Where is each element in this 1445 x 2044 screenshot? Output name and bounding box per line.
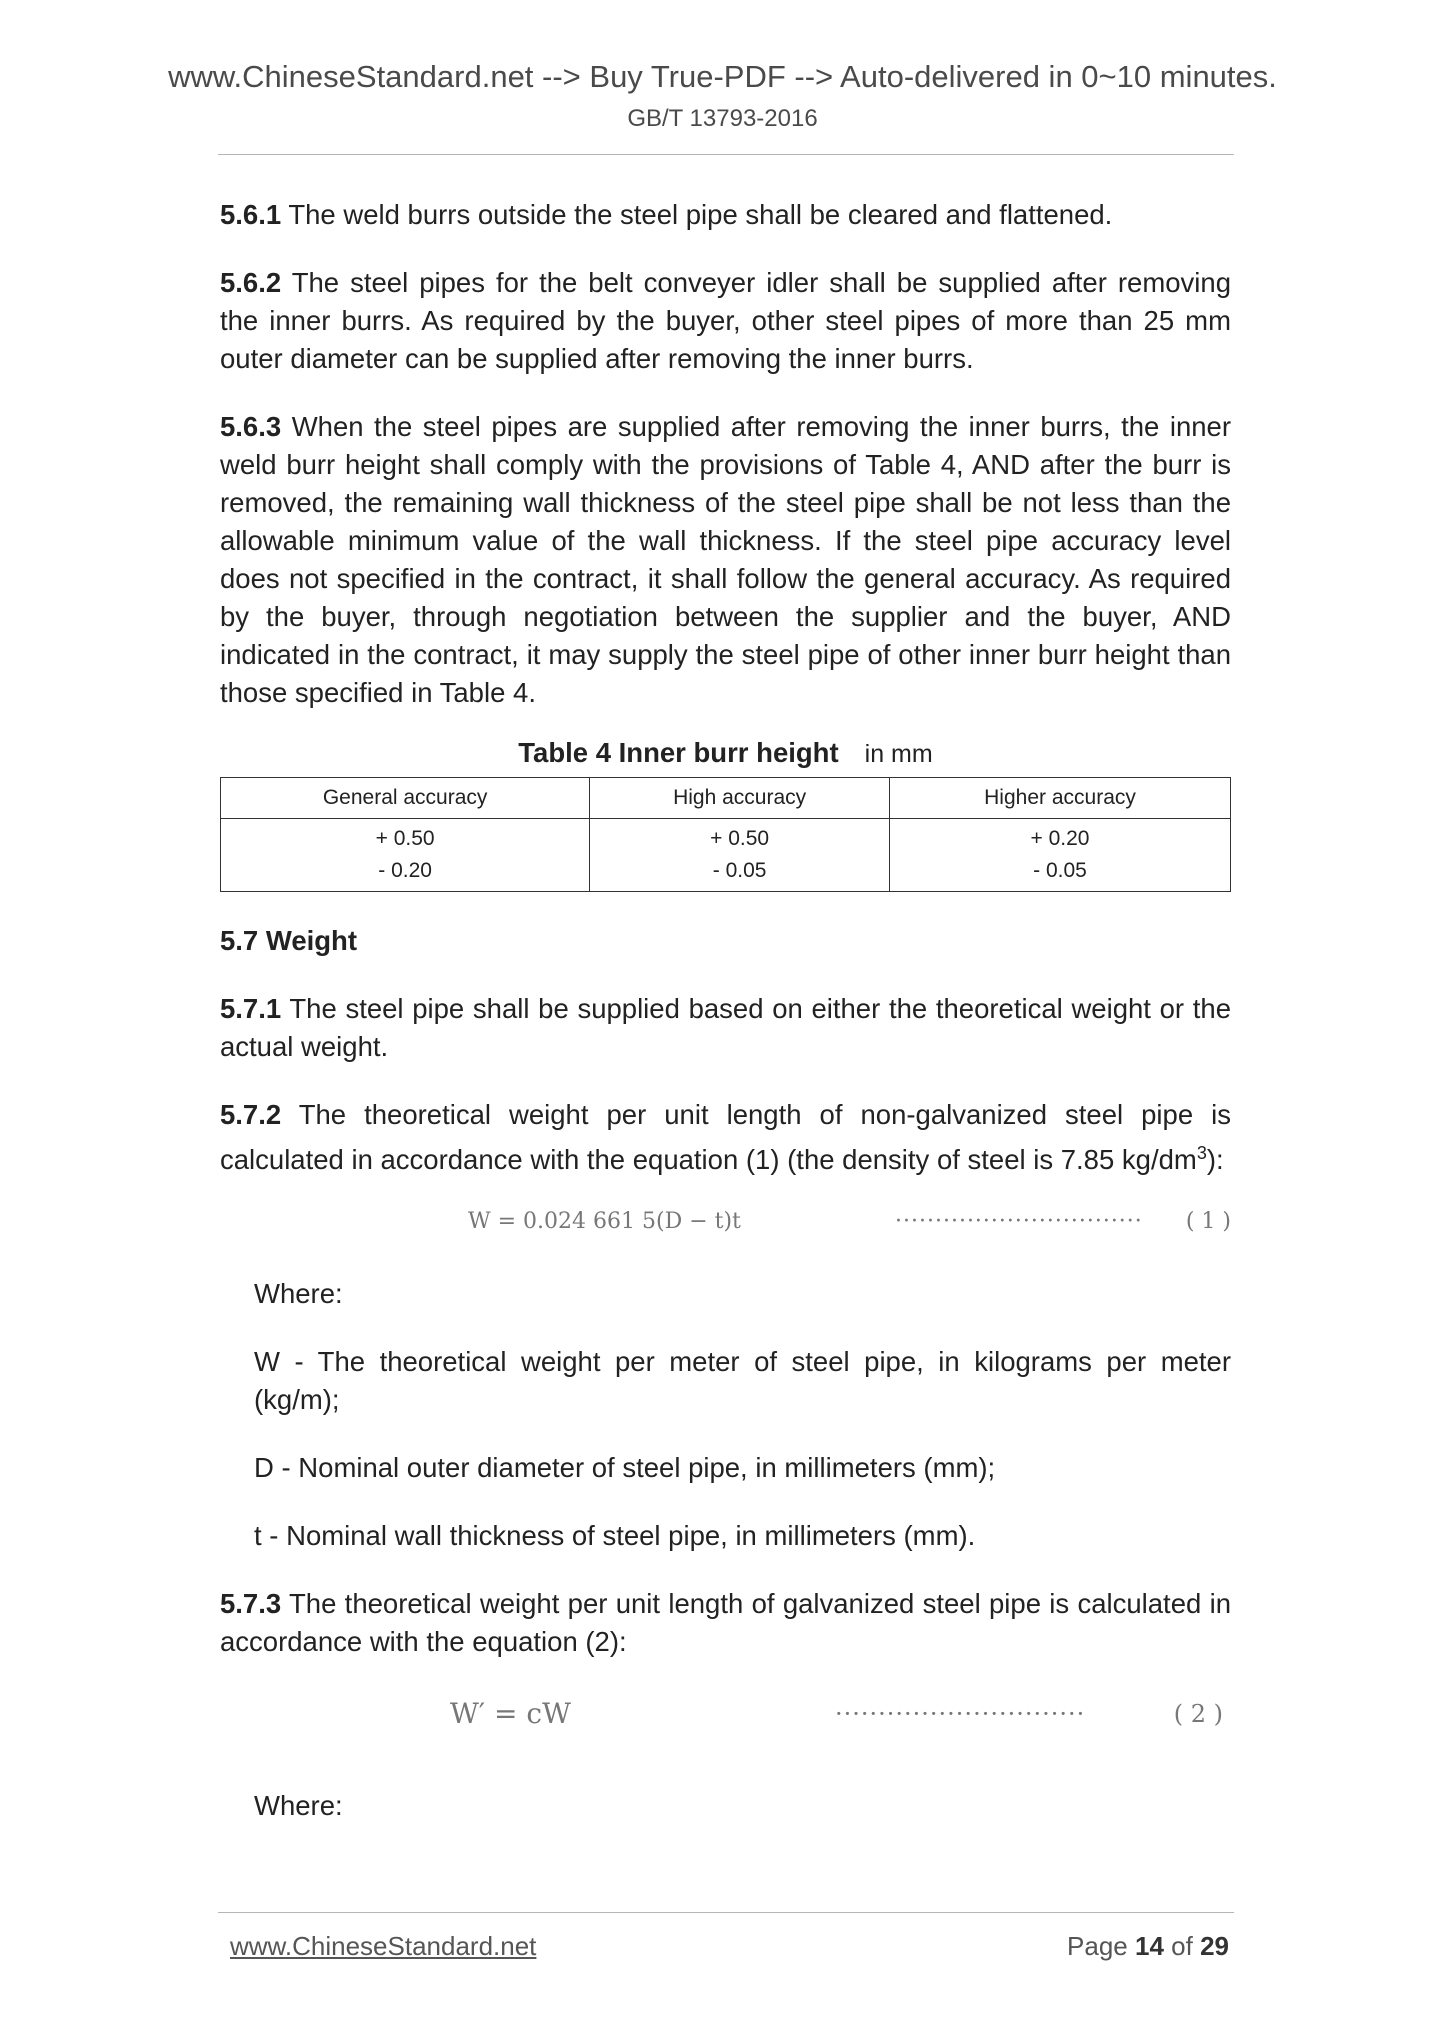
inner-burr-height-table: [220, 777, 1231, 892]
tolerance-plus: + 0.50: [710, 827, 770, 850]
equation-leader-dots: ·······························: [895, 1209, 1143, 1235]
clause-text: The theoretical weight per unit length of galvanized steel pipe is calculated in accordance with the equation (2):: [220, 1588, 1231, 1658]
clause-number: 5.6.3: [220, 411, 282, 442]
standard-number: GB/T 13793-2016: [627, 105, 818, 132]
column-header: High accuracy: [590, 778, 890, 819]
table-unit: in mm: [864, 740, 933, 768]
where-label: Where:: [254, 1278, 343, 1310]
tolerance-plus: + 0.20: [1030, 827, 1090, 850]
table-cell: [590, 819, 890, 892]
clause-number: 5.6.2: [220, 267, 282, 298]
table-4-caption: [220, 734, 1231, 773]
clause-number: 5.6.1: [220, 199, 282, 230]
table-cell: [221, 819, 590, 892]
table-header-row: [221, 778, 1231, 819]
equation-formula: W = 0.024 661 5(D − t)t: [468, 1209, 741, 1235]
clause-5-7-3: [220, 1585, 1231, 1661]
header-divider: [218, 154, 1234, 155]
page-header: [0, 56, 1445, 136]
clause-5-6-2: [220, 264, 1231, 378]
equation-number: ( 2 ): [1173, 1700, 1223, 1729]
clause-number: 5.7.3: [220, 1588, 282, 1620]
current-page: 14: [1135, 1931, 1164, 1961]
equation-1: [220, 1193, 1231, 1257]
tolerance-minus: - 0.20: [378, 859, 432, 882]
table-title: Table 4 Inner burr height: [518, 737, 839, 768]
definition-t: t - Nominal wall thickness of steel pipe, in millimeters (mm).: [254, 1520, 976, 1552]
page-of: of: [1171, 1931, 1193, 1961]
header-banner[interactable]: www.ChineseStandard.net --> Buy True-PDF --> Auto-delivered in 0~10 minutes.: [168, 59, 1277, 94]
footer-divider: [218, 1912, 1234, 1913]
where-label: Where:: [254, 1790, 343, 1822]
tolerance-minus: - 0.05: [1033, 859, 1087, 882]
clause-text: The weld burrs outside the steel pipe shall be cleared and flattened.: [288, 199, 1113, 230]
clause-text: The steel pipes for the belt conveyer idler shall be supplied after removing the inner burrs. As required by the buyer, other steel pipes of more than 25 mm outer diameter can be supplied after removing the inner burrs.: [220, 267, 1231, 374]
clause-number: 5.7.2: [220, 1099, 282, 1130]
clause-5-7-1: [220, 990, 1231, 1066]
section-heading-5-7: 5.7 Weight: [220, 925, 358, 956]
column-header: Higher accuracy: [890, 778, 1231, 819]
table-cell: [890, 819, 1231, 892]
definition-d: D - Nominal outer diameter of steel pipe, in millimeters (mm);: [254, 1452, 996, 1484]
clause-5-6-1: [220, 196, 1231, 234]
clause-5-6-3: [220, 408, 1231, 712]
equation-number: ( 1 ): [1185, 1209, 1231, 1235]
tolerance-plus: + 0.50: [375, 827, 435, 850]
table-row: [221, 819, 1231, 892]
total-pages: 29: [1200, 1931, 1229, 1961]
tolerance-minus: - 0.05: [712, 859, 767, 882]
column-header: General accuracy: [221, 778, 590, 819]
document-body: [220, 196, 1231, 1855]
clause-text: When the steel pipes are supplied after removing the inner burrs, the inner weld burr height shall comply with the provisions of Table 4, AND after the burr is removed, the remaining wall thickness of the steel pipe shall be not less than the allowable minimum value of the wall thickness. If the steel pipe accuracy level does not specified in the contract, it shall follow the general accuracy. As required by the buyer, through negotiation between the supplier and the buyer, AND indicated in the contract, it may supply the steel pipe of other inner burr height than those specified in Table 4.: [220, 411, 1232, 708]
clause-text-tail: ):: [1206, 1144, 1224, 1176]
clause-text: The steel pipe shall be supplied based on either the theoretical weight or the actual weight.: [220, 993, 1231, 1062]
equation-formula: W′ = cW: [450, 1697, 571, 1731]
definition-w: W - The theoretical weight per meter of steel pipe, in kilograms per meter (kg/m);: [254, 1346, 1231, 1416]
clause-5-7-2: [220, 1096, 1231, 1179]
equation-leader-dots: ·····························: [835, 1700, 1086, 1729]
clause-number: 5.7.1: [220, 993, 282, 1024]
page-label: Page: [1067, 1931, 1128, 1961]
page-number: [1067, 1931, 1229, 1962]
equation-2: [220, 1687, 1231, 1759]
superscript: 3: [1196, 1143, 1207, 1163]
clause-text: The theoretical weight per unit length of non-galvanized steel pipe is calculated in accordance with the equation (1) (the density of steel is 7.85 kg/dm: [220, 1099, 1231, 1176]
footer-website-link[interactable]: www.ChineseStandard.net: [230, 1931, 537, 1961]
